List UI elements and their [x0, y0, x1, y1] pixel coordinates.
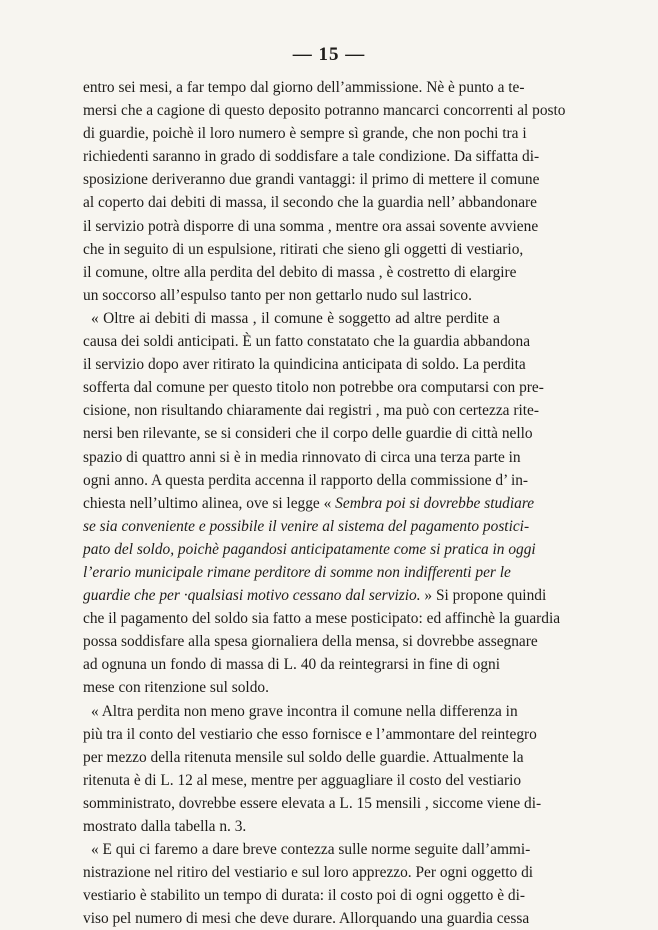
text-line: [83, 584, 547, 607]
body-text: [83, 76, 566, 930]
text-line: più tra il conto del vestiario che esso fornisce e l’ammontare del reintegro: [83, 725, 537, 743]
text-line: [83, 538, 536, 561]
text-line: viso pel numero di mesi che deve durare. Allorquando una guardia cessa: [83, 910, 530, 928]
text-line: [83, 515, 530, 538]
text-line: sposizione deriveranno due grandi vantaggi: il primo di mettere il comune: [83, 171, 540, 189]
text-line: vestiario è stabilito un tempo di durata: il costo poi di ogni oggetto è di-: [83, 887, 525, 905]
text-line: per mezzo della ritenuta mensile sul soldo delle guardie. Attualmente la: [83, 748, 524, 766]
text-line: al coperto dai debiti di massa, il secondo che la guardia nell’ abbandonare: [83, 194, 537, 212]
text-line: mostrato dalla tabella n. 3.: [83, 818, 247, 835]
text-line: [83, 492, 535, 515]
text-line: il servizio dopo aver ritirato la quindicina anticipata di soldo. La perdita: [83, 356, 526, 374]
text-line: causa dei soldi anticipati. È un fatto constatato che la guardia abbandona: [83, 333, 531, 351]
text-line: che in seguito di un espulsione, ritirati che sieno gli oggetti di vestiario,: [83, 240, 524, 258]
text-line: mersi che a cagione di questo deposito potranno mancarci concorrenti al posto: [83, 102, 566, 120]
text-line: il comune, oltre alla perdita del debito di massa , è costretto di elargire: [83, 263, 517, 281]
text-line: richiedenti saranno in grado di soddisfare a tale condizione. Da siffatta di-: [83, 148, 540, 166]
text-line: sofferta dal comune per questo titolo non potrebbe ora computarsi con pre-: [83, 379, 544, 397]
text-line: « E qui ci faremo a dare breve contezza sulle norme seguite dall’ammi-: [91, 841, 531, 859]
text-line: nistrazione nel ritiro del vestiario e sul loro apprezzo. Per ogni oggetto di: [83, 864, 534, 882]
text-line: nersi ben rilevante, se si consideri che il corpo delle guardie di città nello: [83, 425, 533, 443]
text-line: [83, 561, 511, 584]
italic-quote-segment: pato del soldo, poichè pagandosi anticipatamente come si pratica in oggi: [83, 540, 536, 558]
text-line: possa soddisfare alla spesa giornaliera della mensa, si dovrebbe assegnare: [83, 633, 538, 651]
text-line: il servizio potrà disporre di una somma , mentre ora assai sovente avviene: [83, 217, 539, 235]
italic-quote-segment: l’erario municipale rimane perditore di somme non indifferenti per le: [83, 563, 511, 581]
text-line: « Altra perdita non meno grave incontra il comune nella differenza in: [91, 702, 518, 720]
text-line: cisione, non risultando chiaramente dai registri , ma può con certezza rite-: [83, 402, 539, 420]
text-line: di guardie, poichè il loro numero è sempre sì grande, che non pochi tra i: [83, 125, 527, 143]
text-line: mese con ritenzione sul soldo.: [83, 679, 269, 697]
italic-quote-segment: se sia conveniente e possibile il venire al sistema del pagamento postici-: [83, 517, 530, 535]
text-line: entro sei mesi, a far tempo dal giorno dell’ammissione. Nè è punto a te-: [83, 79, 525, 96]
plain-segment: » Si propone quindi: [420, 587, 547, 605]
text-line: spazio di quattro anni si è in media rinnovato di circa una terza parte in: [83, 448, 521, 466]
text-line: un soccorso all’espulso tanto per non gettarlo nudo sul lastrico.: [83, 286, 472, 304]
text-line: ritenuta è di L. 12 al mese, mentre per agguagliare il costo del vestiario: [83, 771, 522, 789]
page-number-header: — 15 —: [292, 44, 366, 65]
text-line: « Oltre ai debiti di massa , il comune è soggetto ad altre perdite a: [91, 309, 500, 327]
text-line: somministrato, dovrebbe essere elevata a L. 15 mensili , siccome viene di-: [83, 794, 542, 812]
italic-quote-segment: guardie che per ·qualsiasi motivo cessano dal servizio.: [83, 587, 421, 605]
text-line: che il pagamento del soldo sia fatto a mese posticipato: ed affinchè la guardia: [83, 610, 561, 628]
italic-quote-segment: Sembra poi si dovrebbe studiare: [335, 494, 535, 512]
text-line: ogni anno. A questa perdita accenna il rapporto della commissione d’ in-: [83, 471, 529, 489]
plain-segment: chiesta nell’ultimo alinea, ove si legge «: [83, 494, 336, 512]
text-line: ad ognuna un fondo di massa di L. 40 da reintegrarsi in fine di ogni: [83, 656, 500, 674]
